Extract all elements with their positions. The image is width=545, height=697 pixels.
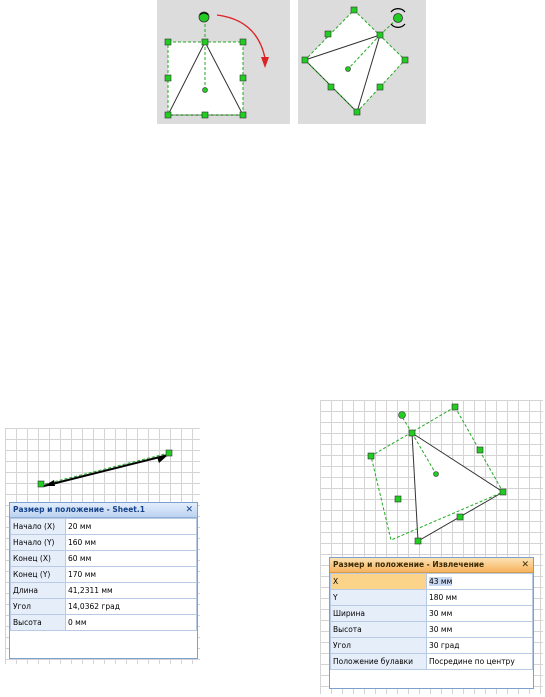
table-row bbox=[11, 519, 197, 535]
panel-title: Размер и положение - Извлечение bbox=[333, 560, 485, 569]
property-value[interactable]: 43 мм bbox=[429, 577, 453, 586]
resize-handle[interactable] bbox=[240, 112, 246, 118]
table-row-selected bbox=[331, 574, 533, 590]
property-label: Y bbox=[331, 590, 427, 606]
line-start-handle[interactable] bbox=[38, 481, 44, 487]
property-label: Высота bbox=[11, 615, 66, 631]
table-row bbox=[331, 606, 533, 622]
property-value[interactable]: 0 мм bbox=[66, 615, 197, 631]
resize-handle[interactable] bbox=[377, 84, 383, 90]
resize-handle[interactable] bbox=[165, 39, 171, 45]
rotation-after-drawing bbox=[298, 0, 426, 124]
close-icon[interactable]: ✕ bbox=[185, 505, 193, 515]
resize-handle[interactable] bbox=[395, 496, 401, 502]
property-label: Угол bbox=[11, 599, 66, 615]
property-value[interactable]: 14,0362 град bbox=[66, 599, 197, 615]
property-value[interactable]: 180 мм bbox=[427, 590, 533, 606]
panel-header bbox=[10, 503, 197, 518]
pin-handle[interactable] bbox=[346, 67, 351, 72]
resize-handle[interactable] bbox=[368, 453, 374, 459]
resize-handle[interactable] bbox=[202, 112, 208, 118]
rotation-before-canvas bbox=[157, 0, 290, 124]
table-row bbox=[11, 567, 197, 583]
table-row bbox=[11, 599, 197, 615]
property-label: Конец (Y) bbox=[11, 567, 66, 583]
property-value[interactable]: Посредине по центру bbox=[427, 654, 533, 670]
resize-handle[interactable] bbox=[165, 112, 171, 118]
property-value[interactable]: 30 мм bbox=[427, 622, 533, 638]
resize-handle[interactable] bbox=[202, 39, 208, 45]
resize-handle[interactable] bbox=[165, 75, 171, 81]
table-row bbox=[11, 583, 197, 599]
line-end-handle[interactable] bbox=[166, 450, 172, 456]
table-row bbox=[331, 622, 533, 638]
property-label: Конец (X) bbox=[11, 551, 66, 567]
resize-handle[interactable] bbox=[328, 84, 334, 90]
table-row bbox=[331, 590, 533, 606]
property-value[interactable]: 160 мм bbox=[66, 535, 197, 551]
property-label: Высота bbox=[331, 622, 427, 638]
line-shape[interactable] bbox=[44, 455, 168, 486]
table-row bbox=[11, 615, 197, 631]
table-row bbox=[11, 535, 197, 551]
property-label: Ширина bbox=[331, 606, 427, 622]
properties-table bbox=[10, 518, 197, 631]
property-label: Угол bbox=[331, 638, 427, 654]
resize-handle[interactable] bbox=[409, 430, 415, 436]
resize-handle[interactable] bbox=[415, 538, 421, 544]
rotation-before-drawing bbox=[157, 0, 290, 124]
rotation-handle[interactable] bbox=[399, 412, 406, 419]
panel-header bbox=[330, 558, 533, 573]
panel-title: Размер и положение - Sheet.1 bbox=[13, 505, 145, 514]
property-value[interactable]: 30 град bbox=[427, 638, 533, 654]
property-label: X bbox=[331, 574, 427, 590]
size-position-panel-extract bbox=[329, 557, 534, 689]
rotation-handle[interactable] bbox=[199, 12, 209, 22]
property-value[interactable]: 20 мм bbox=[66, 519, 197, 535]
rotation-handle[interactable] bbox=[391, 9, 405, 28]
resize-handle[interactable] bbox=[351, 7, 357, 13]
property-value[interactable]: 170 мм bbox=[66, 567, 197, 583]
properties-table bbox=[330, 573, 533, 670]
size-position-panel-sheet bbox=[9, 502, 198, 659]
pin-handle[interactable] bbox=[203, 88, 208, 93]
table-row bbox=[331, 654, 533, 670]
close-icon[interactable]: ✕ bbox=[521, 560, 529, 570]
resize-handle[interactable] bbox=[240, 39, 246, 45]
pin-handle[interactable] bbox=[434, 472, 439, 477]
resize-handle[interactable] bbox=[402, 57, 408, 63]
resize-handle[interactable] bbox=[354, 109, 360, 115]
resize-handle[interactable] bbox=[500, 489, 506, 495]
rotation-after-canvas bbox=[298, 0, 426, 124]
property-label: Начало (Y) bbox=[11, 535, 66, 551]
resize-handle[interactable] bbox=[477, 447, 483, 453]
resize-handle[interactable] bbox=[240, 75, 246, 81]
resize-handle[interactable] bbox=[377, 32, 383, 38]
resize-handle[interactable] bbox=[452, 404, 458, 410]
property-label: Длина bbox=[11, 583, 66, 599]
table-row bbox=[331, 638, 533, 654]
property-value[interactable]: 41,2311 мм bbox=[66, 583, 197, 599]
property-value-cell[interactable] bbox=[427, 574, 533, 590]
property-value[interactable]: 30 мм bbox=[427, 606, 533, 622]
property-value[interactable]: 60 мм bbox=[66, 551, 197, 567]
property-label: Положение булавки bbox=[331, 654, 427, 670]
property-label: Начало (X) bbox=[11, 519, 66, 535]
resize-handle[interactable] bbox=[457, 514, 463, 520]
resize-handle[interactable] bbox=[325, 31, 331, 37]
resize-handle[interactable] bbox=[302, 57, 308, 63]
table-row bbox=[11, 551, 197, 567]
